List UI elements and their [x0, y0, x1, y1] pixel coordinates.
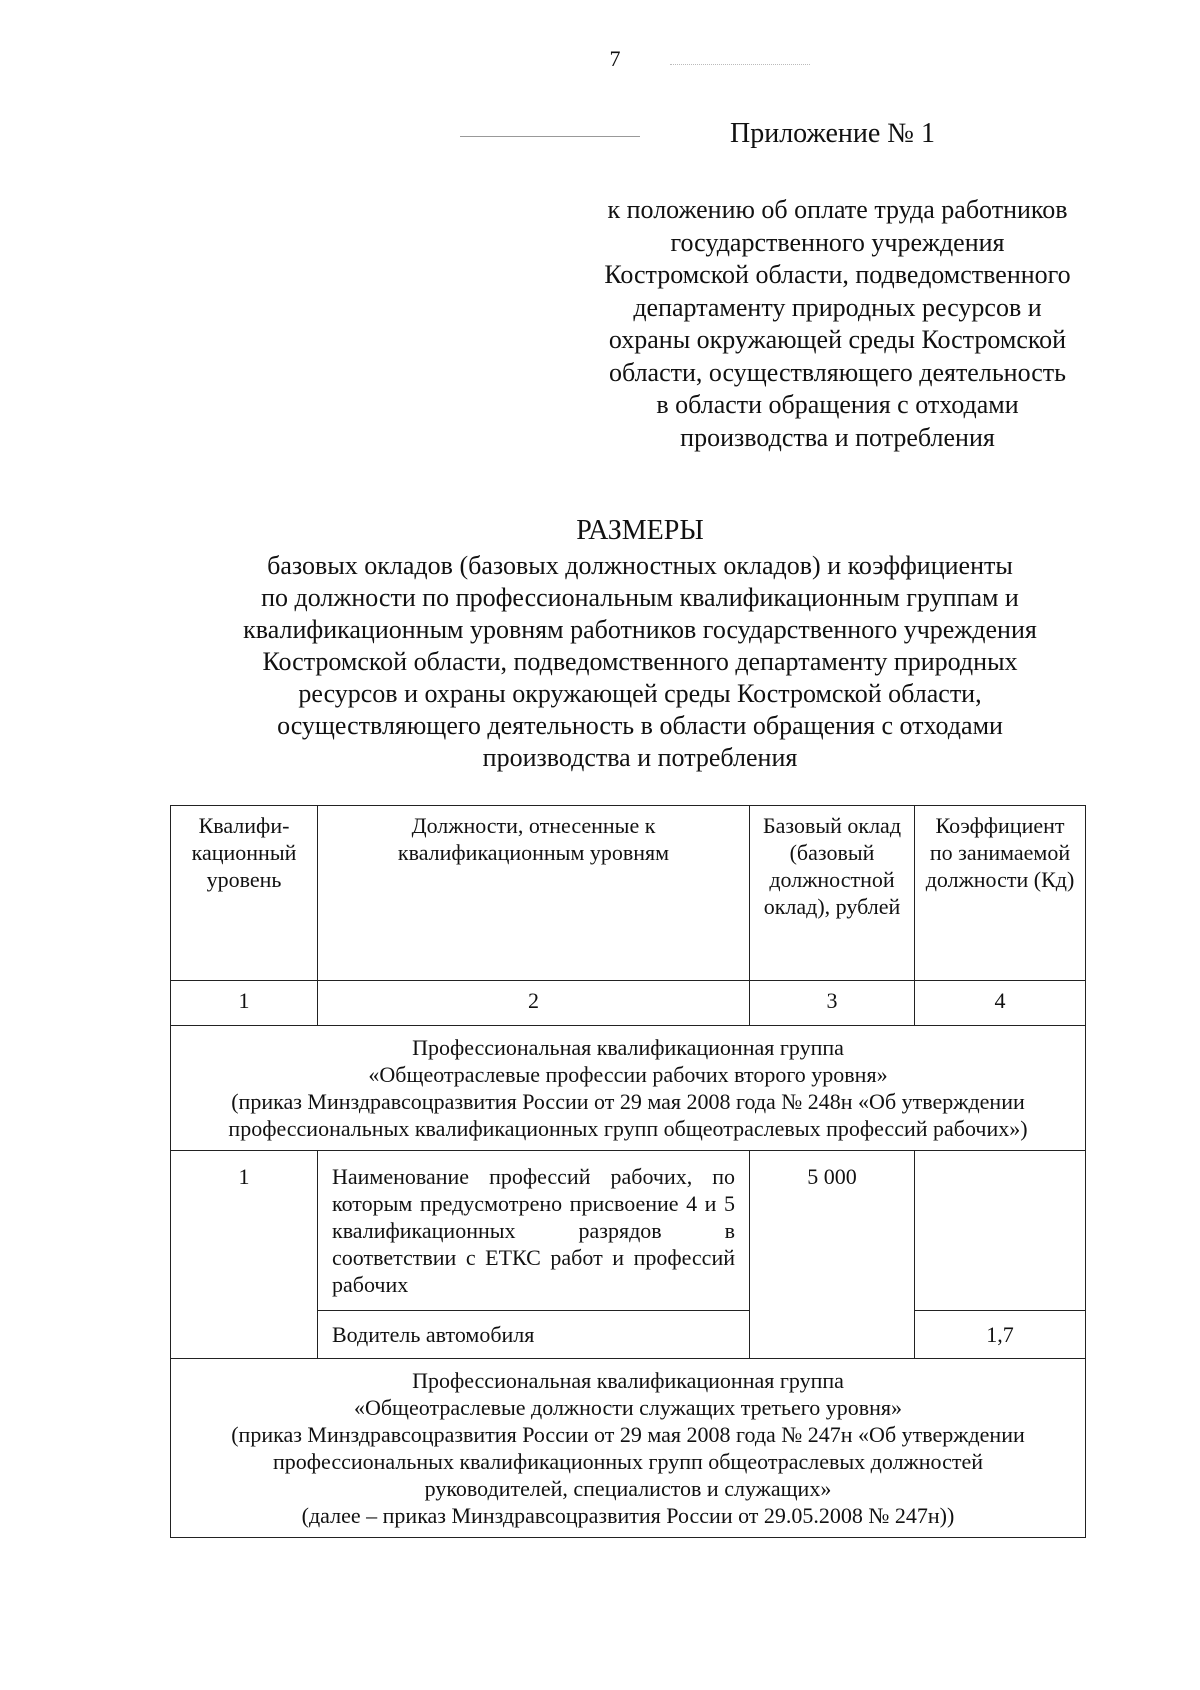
- document-subheading: [150, 550, 1130, 774]
- subheading-line: производства и потребления: [482, 743, 798, 772]
- scan-artifact-line: [460, 136, 640, 137]
- group-line: профессиональных квалификационных групп общеотраслевых должностей: [273, 1449, 983, 1474]
- header-level: Квалифи-кационный уровень: [171, 806, 318, 981]
- group-line: руководителей, специалистов и служащих»: [424, 1476, 832, 1501]
- coefficient-cell: [915, 1151, 1086, 1311]
- group-line: (приказ Минздравсоцразвития России от 29 мая 2008 года № 247н «Об утверждении: [231, 1422, 1025, 1447]
- group-line: (приказ Минздравсоцразвития России от 29 мая 2008 года № 248н «Об утверждении: [231, 1089, 1025, 1114]
- group-line: «Общеотраслевые должности служащих третьего уровня»: [353, 1395, 903, 1420]
- group-line: (далее – приказ Минздравсоцразвития России от 29.05.2008 № 247н)): [301, 1503, 955, 1528]
- page-number: 7: [609, 46, 621, 71]
- group-row: [171, 1026, 1086, 1151]
- position-cell: Наименование профессий рабочих, по которым предусмотрено присвоение 4 и 5 квалификационных разрядов в соответствии с ЕТКС работ и профессий рабочих: [318, 1151, 750, 1311]
- coefficient-cell: 1,7: [915, 1311, 1086, 1359]
- column-number-row: [171, 981, 1086, 1026]
- subheading-line: Костромской области, подведомственного департаменту природных: [262, 647, 1018, 676]
- header-coefficient: Коэффициент по занимаемой должности (Кд): [915, 806, 1086, 981]
- group-line: «Общеотраслевые профессии рабочих второго уровня»: [368, 1062, 888, 1087]
- appendix-title: Приложение № 1: [730, 118, 935, 149]
- appendix-subtitle-line: к положению об оплате труда работников: [607, 195, 1068, 224]
- subheading-line: по должности по профессиональным квалификационным группам и: [261, 583, 1019, 612]
- appendix-subtitle-line: производства и потребления: [680, 422, 995, 452]
- appendix-subtitle-line: Костромской области, подведомственного: [604, 260, 1071, 289]
- table-row: [171, 1151, 1086, 1311]
- appendix-subtitle-line: охраны окружающей среды Костромской: [608, 325, 1067, 354]
- group-line: Профессиональная квалификационная группа: [412, 1368, 844, 1393]
- subheading-line: квалификационным уровням работников государственного учреждения: [243, 615, 1037, 644]
- group-row: [171, 1359, 1086, 1538]
- position-cell: Водитель автомобиля: [318, 1311, 750, 1359]
- salary-cell: 5 000: [750, 1151, 915, 1359]
- subheading-line: ресурсов и охраны окружающей среды Костромской области,: [298, 679, 982, 708]
- group-title-cell: [171, 1026, 1086, 1151]
- group-line: Профессиональная квалификационная группа: [412, 1035, 844, 1060]
- header-positions: Должности, отнесенные к квалификационным уровням: [318, 806, 750, 981]
- appendix-subtitle-line: области, осуществляющего деятельность: [608, 357, 1067, 387]
- header-salary: Базовый оклад (базовый должностной оклад), рублей: [750, 806, 915, 981]
- subheading-line: базовых окладов (базовых должностных окладов) и коэффициенты: [267, 551, 1013, 580]
- document-heading: РАЗМЕРЫ: [576, 515, 704, 546]
- group-line: профессиональных квалификационных групп общеотраслевых профессий рабочих»): [228, 1116, 1028, 1141]
- salary-table: [170, 805, 1086, 1538]
- column-number: 3: [750, 981, 915, 1026]
- column-number: 2: [318, 981, 750, 1026]
- appendix-subtitle-line: в области обращения с отходами: [656, 390, 1019, 419]
- appendix-subtitle-line: департаменту природных ресурсов и: [633, 292, 1042, 322]
- column-number: 4: [915, 981, 1086, 1026]
- level-cell: 1: [171, 1151, 318, 1359]
- subheading-line: осуществляющего деятельность в области обращения с отходами: [277, 711, 1003, 740]
- column-number: 1: [171, 981, 318, 1026]
- appendix-subtitle-line: государственного учреждения: [670, 227, 1005, 257]
- group-title-cell: [171, 1359, 1086, 1538]
- table-header-row: [171, 806, 1086, 981]
- scan-artifact-dots: [670, 64, 810, 65]
- appendix-subtitle: [565, 194, 1110, 454]
